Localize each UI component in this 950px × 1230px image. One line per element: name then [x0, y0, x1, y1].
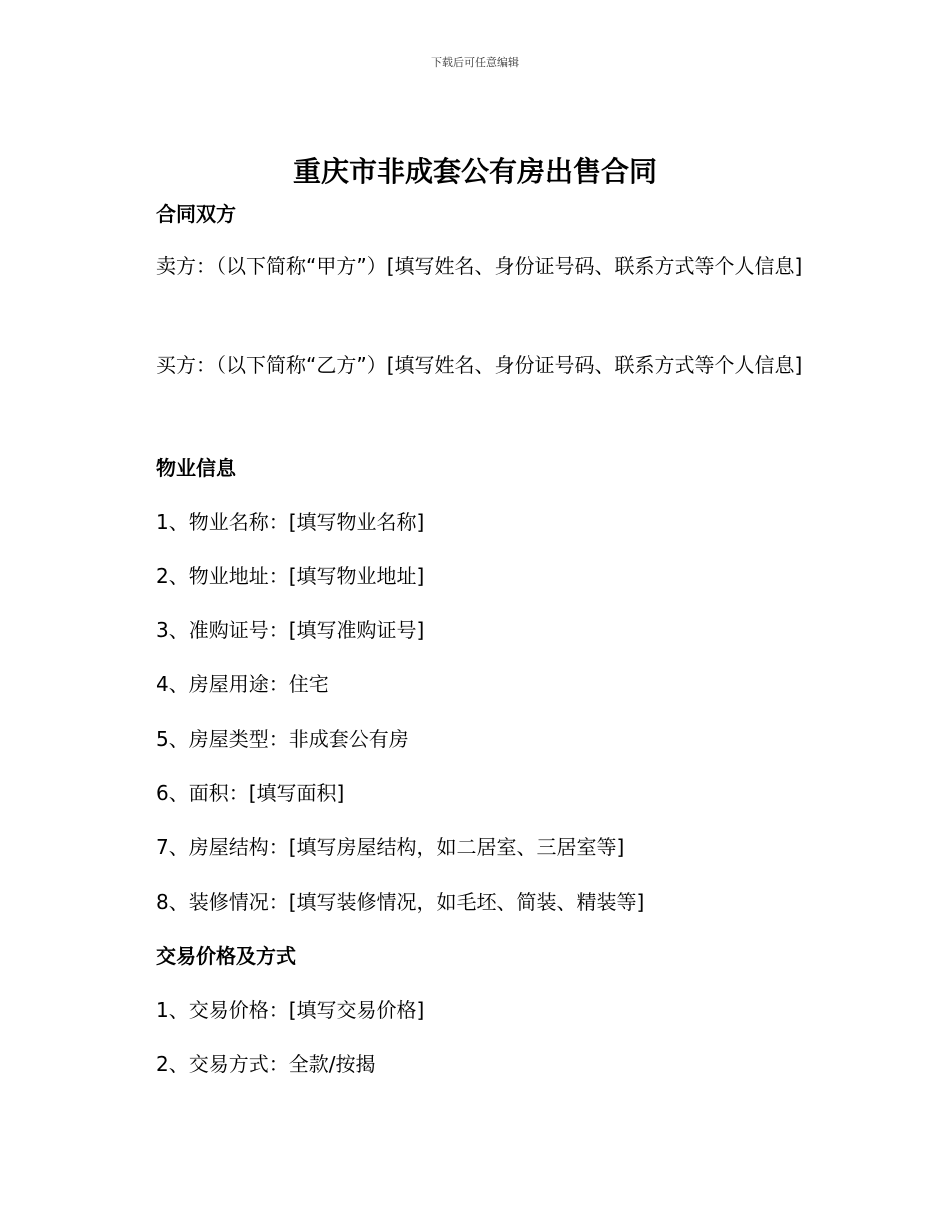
section-heading-price: 交易价格及方式 [156, 944, 296, 968]
section-heading-property: 物业信息 [156, 456, 236, 480]
property-item: 5、房屋类型：非成套公有房 [156, 727, 409, 751]
price-item: 2、交易方式：全款/按揭 [156, 1052, 376, 1076]
property-item: 6、面积：[填写面积] [156, 781, 345, 805]
property-item: 8、装修情况：[填写装修情况，如毛坯、简装、精装等] [156, 890, 645, 914]
document-title: 重庆市非成套公有房出售合同 [292, 155, 657, 188]
price-item: 1、交易价格：[填写交易价格] [156, 998, 425, 1022]
seller-paragraph: 卖方：（以下简称“甲方”）[填写姓名、身份证号码、联系方式等个人信息] [156, 254, 803, 278]
page-header-note: 下载后可任意编辑 [431, 56, 519, 69]
section-heading-parties: 合同双方 [156, 202, 236, 226]
property-item: 7、房屋结构：[填写房屋结构，如二居室、三居室等] [156, 835, 625, 859]
property-item: 2、物业地址：[填写物业地址] [156, 564, 425, 588]
property-item: 4、房屋用途：住宅 [156, 672, 329, 696]
property-item: 1、物业名称：[填写物业名称] [156, 510, 425, 534]
property-item: 3、准购证号：[填写准购证号] [156, 618, 425, 642]
buyer-paragraph: 买方：（以下简称“乙方”）[填写姓名、身份证号码、联系方式等个人信息] [156, 353, 803, 377]
